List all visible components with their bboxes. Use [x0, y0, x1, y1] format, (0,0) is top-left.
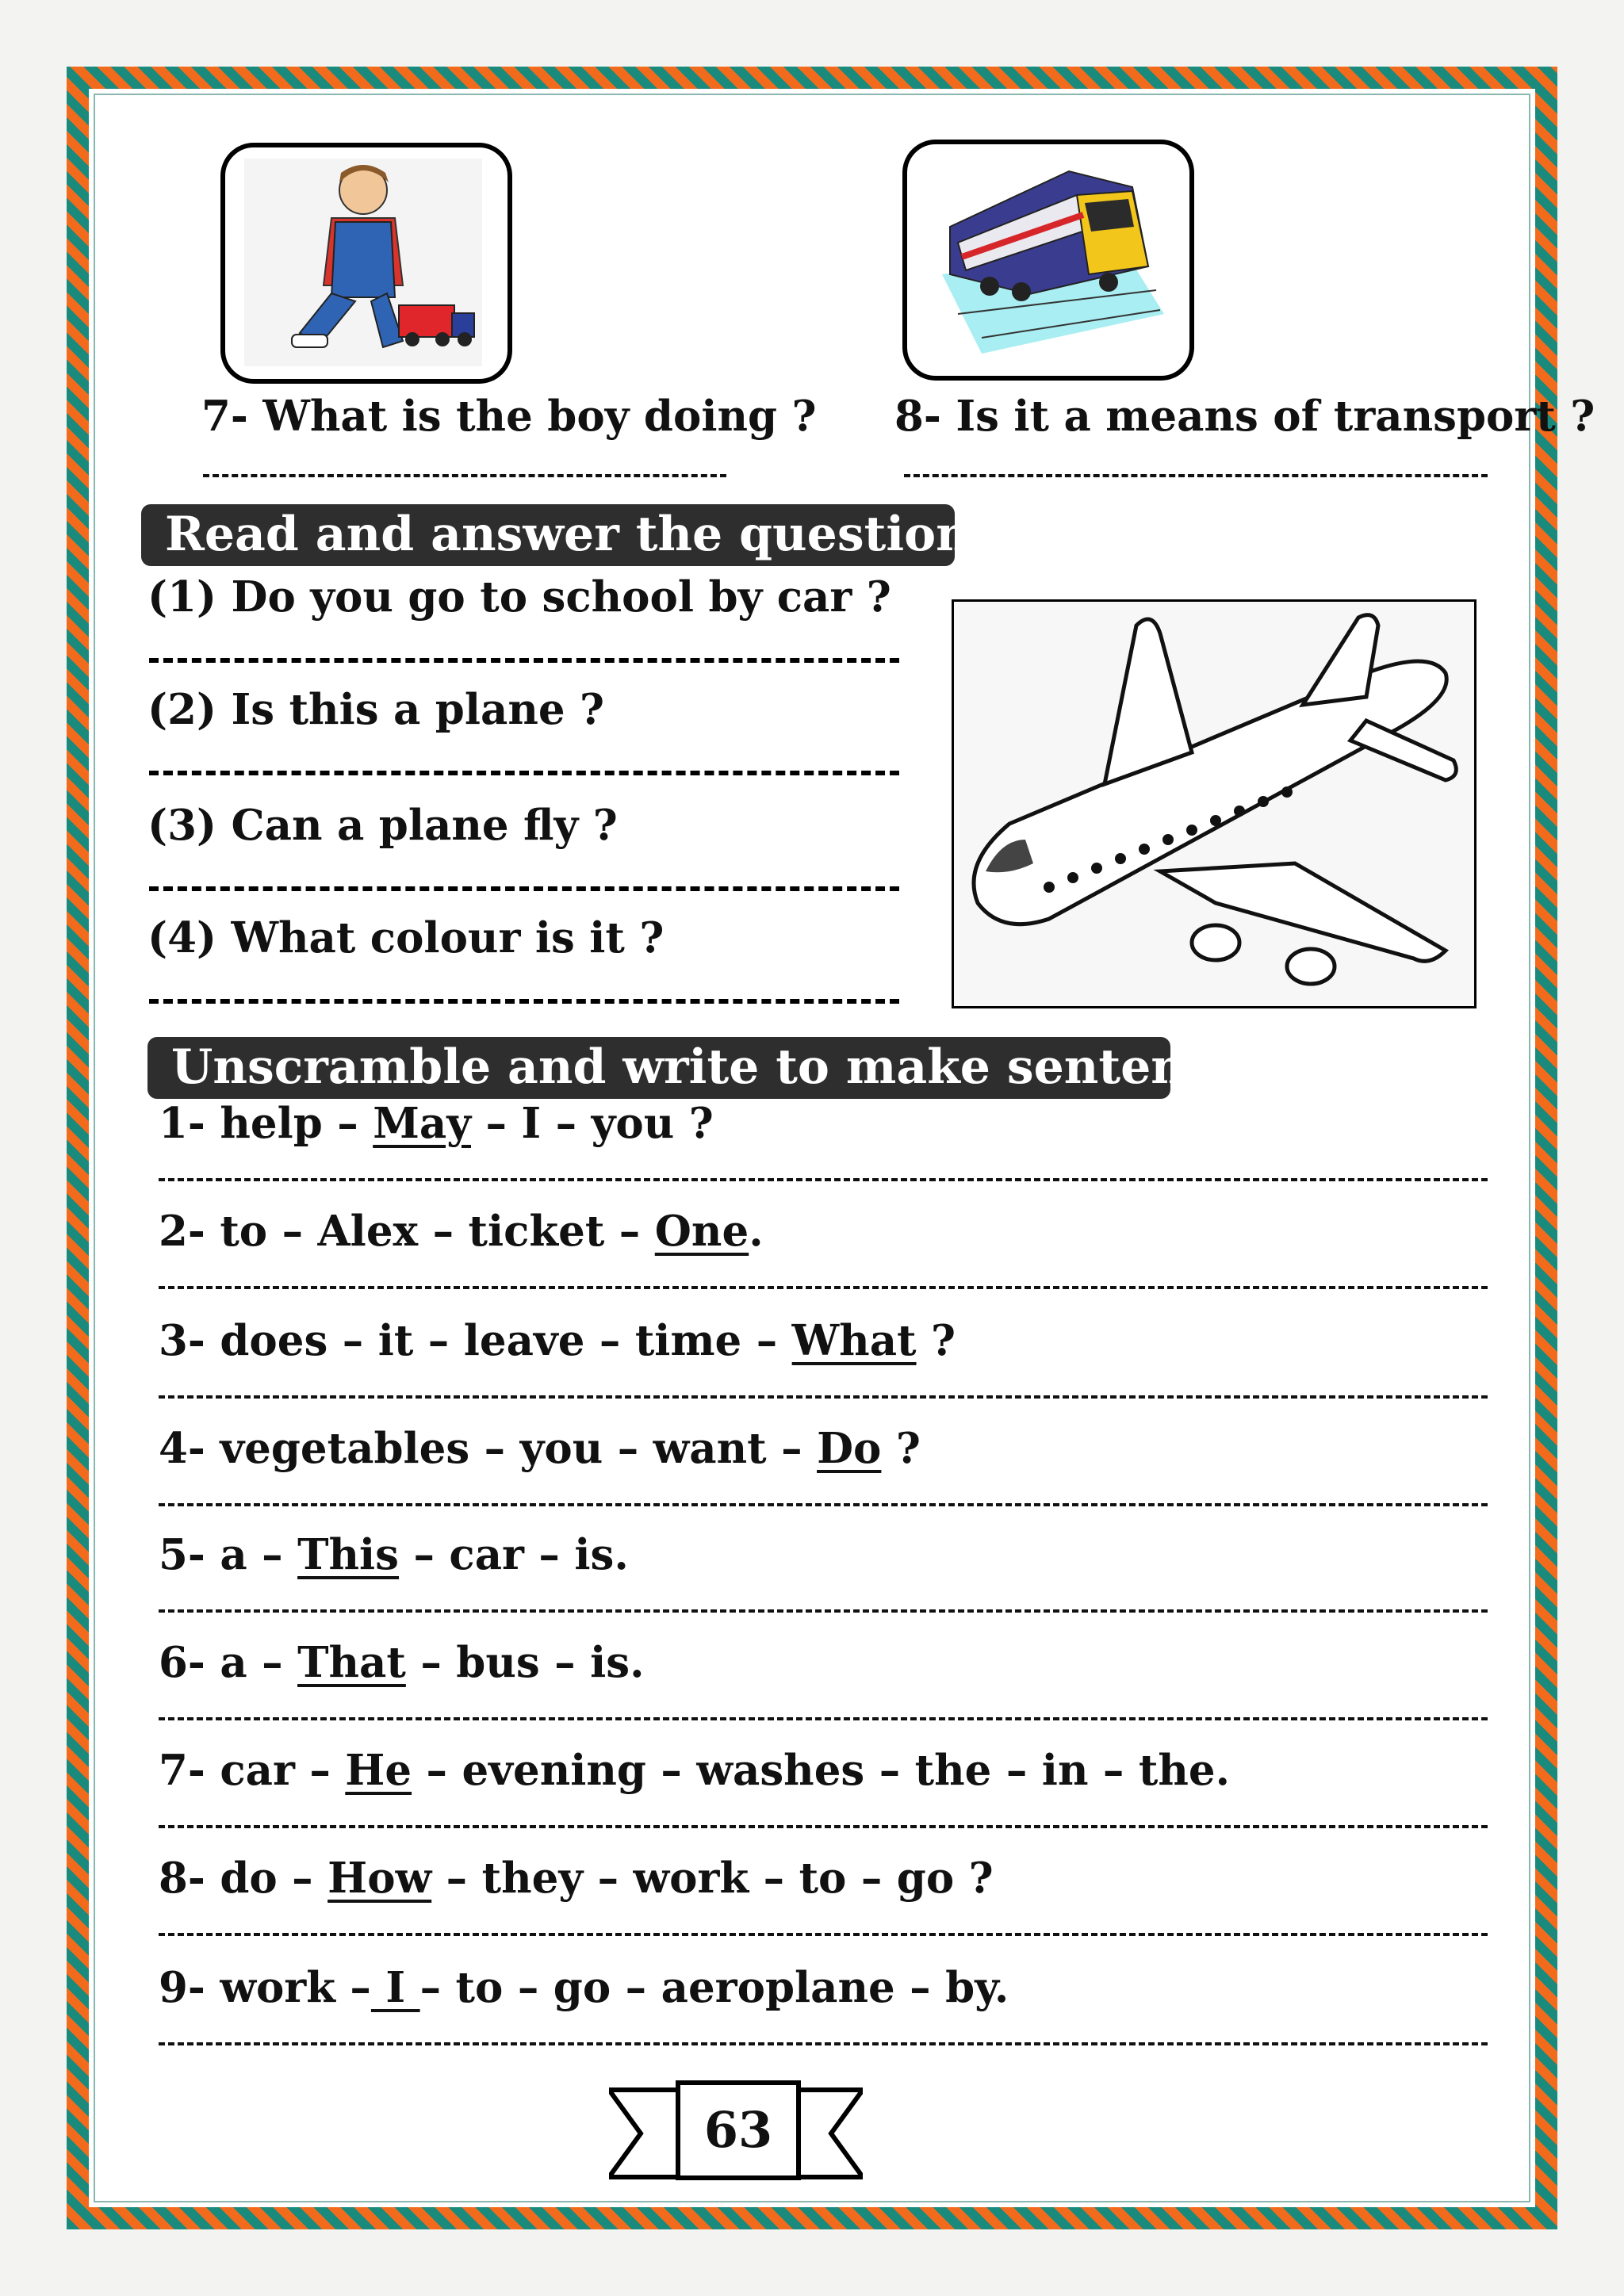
unscramble-words-before: 4- vegetables – you – want – — [159, 1424, 818, 1473]
unscramble-section-header: Unscramble and write to make sentences : — [147, 1037, 1170, 1099]
unscramble-words-before: 2- to – Alex – ticket – — [159, 1207, 655, 1256]
answer-line-7[interactable] — [203, 474, 726, 477]
unscramble-words-before: 7- car – — [159, 1746, 346, 1795]
read-section-header: Read and answer the questions : — [141, 504, 955, 566]
unscramble-item-8 — [159, 1854, 994, 1903]
unscramble-answer-line-4[interactable] — [159, 1503, 1488, 1506]
question-8-label: 8- Is it a means of transport ? — [894, 392, 1595, 441]
unscramble-item-5 — [159, 1530, 629, 1579]
unscramble-first-word: That — [297, 1638, 406, 1687]
read-answer-line-1[interactable] — [149, 658, 899, 663]
answer-line-8[interactable] — [904, 474, 1488, 477]
unscramble-first-word: One — [654, 1207, 749, 1256]
unscramble-first-word: May — [373, 1099, 471, 1148]
unscramble-answer-line-1[interactable] — [159, 1178, 1488, 1181]
unscramble-words-after: . — [749, 1207, 764, 1256]
read-answer-line-2[interactable] — [149, 771, 899, 775]
unscramble-first-word: What — [791, 1316, 917, 1365]
page-number: 63 — [676, 2080, 801, 2180]
unscramble-first-word: This — [297, 1530, 400, 1579]
unscramble-words-before: 3- does – it – leave – time – — [159, 1316, 792, 1365]
unscramble-item-4 — [159, 1424, 921, 1473]
question-7-label: 7- What is the boy doing ? — [201, 392, 817, 441]
unscramble-answer-line-9[interactable] — [159, 2042, 1488, 2045]
unscramble-answer-line-2[interactable] — [159, 1286, 1488, 1289]
unscramble-item-6 — [159, 1638, 645, 1687]
unscramble-words-before: 1- help – — [159, 1099, 373, 1148]
unscramble-words-after: – they – work – to – go ? — [431, 1854, 994, 1903]
unscramble-words-after: – bus – is. — [405, 1638, 645, 1687]
unscramble-item-2 — [159, 1207, 764, 1256]
unscramble-words-before: 5- a – — [159, 1530, 298, 1579]
train-image — [902, 140, 1194, 381]
boy-playing-toy-truck-image — [220, 143, 512, 384]
unscramble-first-word: Do — [817, 1424, 882, 1473]
unscramble-item-1 — [159, 1099, 714, 1148]
airplane-image — [952, 599, 1477, 1008]
unscramble-answer-line-7[interactable] — [159, 1825, 1488, 1828]
unscramble-item-9 — [159, 1963, 1009, 2012]
read-question-2: (2) Is this a plane ? — [147, 685, 605, 734]
unscramble-answer-line-6[interactable] — [159, 1717, 1488, 1720]
unscramble-words-after: – to – go – aeroplane – by. — [419, 1963, 1009, 2012]
unscramble-words-after: ? — [916, 1316, 956, 1365]
read-answer-line-4[interactable] — [149, 999, 899, 1004]
unscramble-words-before: 8- do – — [159, 1854, 328, 1903]
unscramble-words-after: – car – is. — [399, 1530, 629, 1579]
unscramble-words-before: 6- a – — [159, 1638, 298, 1687]
unscramble-answer-line-3[interactable] — [159, 1395, 1488, 1399]
unscramble-first-word: How — [327, 1854, 432, 1903]
unscramble-words-after: – evening – washes – the – in – the. — [412, 1746, 1231, 1795]
unscramble-words-after: – I – you ? — [471, 1099, 714, 1148]
read-question-3: (3) Can a plane fly ? — [147, 801, 618, 850]
read-question-4: (4) What colour is it ? — [147, 913, 665, 962]
unscramble-first-word: I — [370, 1963, 420, 2012]
unscramble-item-7 — [159, 1746, 1230, 1795]
read-answer-line-3[interactable] — [149, 886, 899, 891]
unscramble-words-before: 9- work – — [159, 1963, 371, 2012]
read-question-1: (1) Do you go to school by car ? — [147, 572, 891, 622]
unscramble-item-3 — [159, 1316, 956, 1365]
unscramble-first-word: He — [345, 1746, 412, 1795]
unscramble-words-after: ? — [881, 1424, 921, 1473]
unscramble-answer-line-5[interactable] — [159, 1609, 1488, 1613]
unscramble-answer-line-8[interactable] — [159, 1933, 1488, 1936]
